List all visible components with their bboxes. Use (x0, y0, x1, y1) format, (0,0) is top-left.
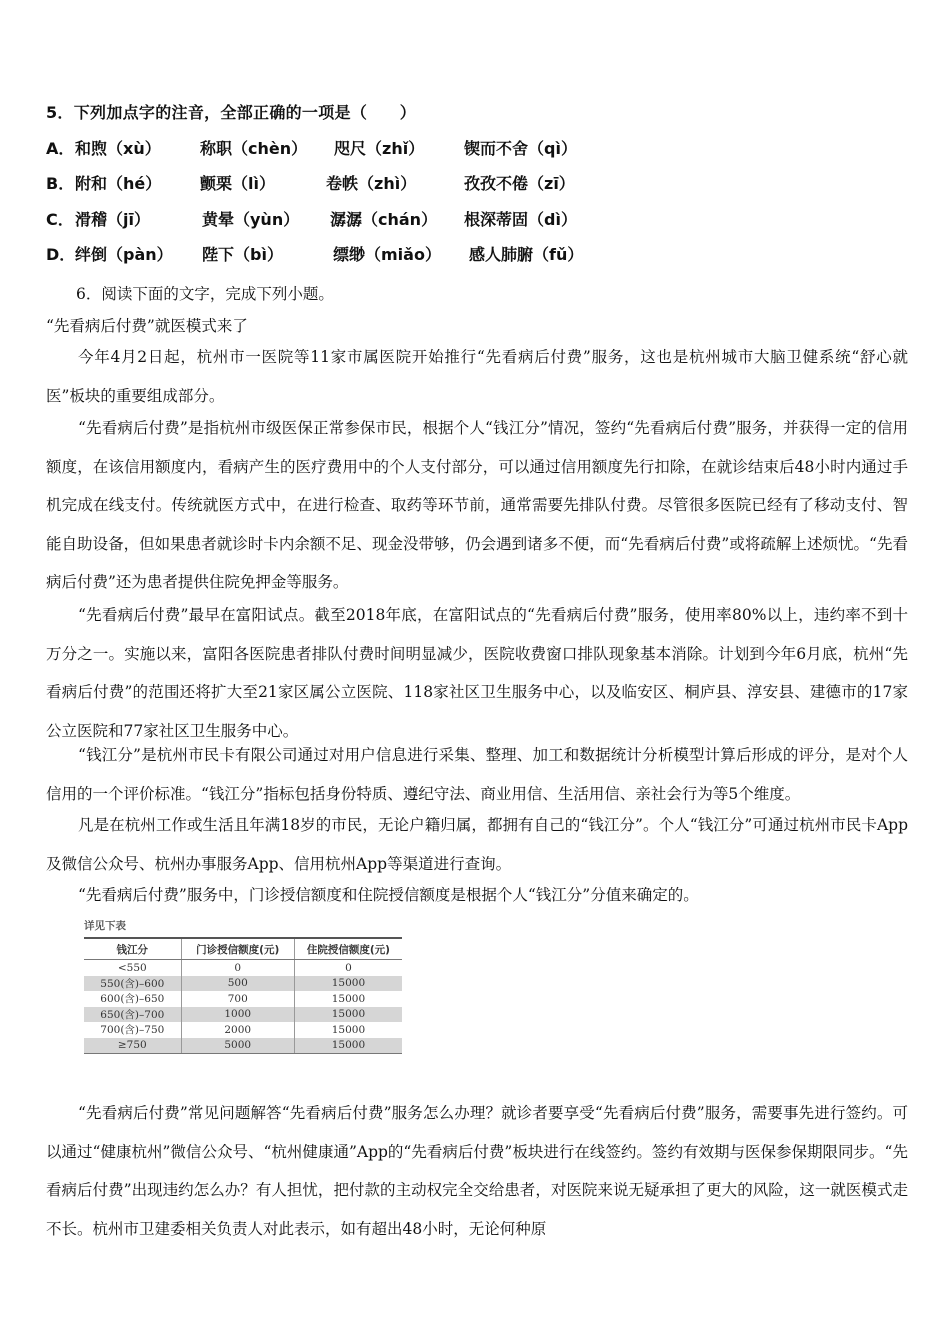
credit-limit-table (84, 937, 402, 1054)
option-item: 滑稽（jī） (75, 210, 150, 229)
table-cell: 0 (294, 960, 402, 976)
table-cell: 500 (181, 976, 294, 992)
option-item: 称职（chèn） (200, 139, 308, 158)
option-letter: C． (46, 210, 74, 229)
option-item: 锲而不舍（qì） (464, 139, 577, 158)
option-letter: B． (46, 174, 75, 193)
table-header-cell: 门诊授信额度(元) (181, 938, 294, 960)
table-cell: 2000 (181, 1022, 294, 1038)
table-cell: 550(含)–600 (84, 976, 181, 992)
article-paragraph: 凡是在杭州工作或生活且年满18岁的市民，无论户籍归属，都拥有自己的“钱江分”。个人“钱江分”可通过杭州市民卡App及微信公众号、杭州办事服务App、信用杭州App等渠道进行查询。 (46, 816, 908, 873)
option-item: 潺潺（chán） (330, 210, 438, 229)
option-item: 颤栗（lì） (200, 174, 275, 193)
table-cell: 700(含)–750 (100, 1024, 165, 1037)
table-row (84, 1007, 402, 1023)
table-caption: 详见下表 (84, 920, 126, 932)
table-row (84, 991, 402, 1007)
table-cell: 0 (181, 960, 294, 976)
table-cell: 15000 (294, 976, 402, 992)
option-item: 黄晕（yùn） (202, 210, 300, 229)
table-cell: <550 (117, 961, 147, 974)
option-item: 根深蒂固（dì） (464, 210, 577, 229)
table-cell: 5000 (181, 1038, 294, 1054)
article-paragraph: “先看病后付费”常见问题解答“先看病后付费”服务怎么办理？就诊者要享受“先看病后付费”服务，需要事先进行签约。可以通过“健康杭州”微信公众号、“杭州健康通”App的“先看病后付费”板块进行在线签约。签约有效期与医保参保期限同步。“先看病后付费”出现违约怎么办？有人担忧，把付款的主动权完全交给患者，对医院来说无疑承担了更大的风险，这一就医模式走不长。杭州市卫建委相关负责人对此表示，如有超出48小时，无论何种原 (46, 1104, 908, 1238)
option-letter: A． (46, 139, 75, 158)
table-cell: ≥750 (84, 1038, 181, 1054)
table-row (84, 1022, 402, 1038)
table-header-cell: 住院授信额度(元) (294, 938, 402, 960)
article-paragraph: “先看病后付费”服务中，门诊授信额度和住院授信额度是根据个人“钱江分”分值来确定的。 (78, 886, 699, 904)
table-row (84, 1038, 402, 1054)
table-cell: 650(含)–700 (84, 1007, 181, 1023)
question-6-stem: 6．阅读下面的文字，完成下列小题。 (76, 285, 334, 303)
table-cell: 700 (181, 991, 294, 1007)
question-5-stem: 5．下列加点字的注音，全部正确的一项是（ ） (46, 103, 417, 122)
option-item: 孜孜不倦（zī） (464, 174, 575, 193)
option-item: 绊倒（pàn） (75, 245, 173, 264)
option-item: 附和（hé） (75, 174, 162, 193)
option-item: 陛下（bì） (202, 245, 283, 264)
table-header-cell: 钱江分 (84, 938, 181, 960)
article-paragraph: 今年4月2日起，杭州市一医院等11家市属医院开始推行“先看病后付费”服务，这也是杭州城市大脑卫健系统“舒心就医”板块的重要组成部分。 (46, 348, 908, 405)
table-cell: 15000 (294, 1022, 402, 1038)
option-item: 卷帙（zhì） (326, 174, 417, 193)
option-letter: D． (46, 245, 76, 264)
option-item: 缥缈（miǎo） (333, 245, 441, 264)
table-row (84, 960, 402, 976)
option-item: 咫尺（zhǐ） (334, 139, 425, 158)
option-item: 和煦（xù） (75, 139, 161, 158)
article-title: “先看病后付费”就医模式来了 (46, 317, 248, 335)
credit-table-block (84, 918, 404, 1054)
table-cell: 600(含)–650 (100, 993, 165, 1006)
article-paragraph: “先看病后付费”最早在富阳试点。截至2018年底，在富阳试点的“先看病后付费”服务，使用率80%以上，违约率不到十万分之一。实施以来，富阳各医院患者排队付费时间明显减少，医院收费窗口排队现象基本消除。计划到今年6月底，杭州“先看病后付费”的范围还将扩大至21家区属公立医院、118家社区卫生服务中心，以及临安区、桐庐县、淳安县、建德市的17家公立医院和77家社区卫生服务中心。 (46, 606, 908, 740)
option-item: 感人肺腑（fǔ） (469, 245, 584, 264)
article-paragraph: “钱江分”是杭州市民卡有限公司通过对用户信息进行采集、整理、加工和数据统计分析模型计算后形成的评分，是对个人信用的一个评价标准。“钱江分”指标包括身份特质、遵纪守法、商业用信、生活用信、亲社会行为等5个维度。 (46, 746, 908, 803)
table-header-row (84, 938, 402, 960)
table-cell: 15000 (294, 1007, 402, 1023)
table-cell: 15000 (294, 991, 402, 1007)
article-paragraph: “先看病后付费”是指杭州市级医保正常参保市民，根据个人“钱江分”情况，签约“先看病后付费”服务，并获得一定的信用额度，在该信用额度内，看病产生的医疗费用中的个人支付部分，可以通过信用额度先行扣除，在就诊结束后48小时内通过手机完成在线支付。传统就医方式中，在进行检查、取药等环节前，通常需要先排队付费。尽管很多医院已经有了移动支付、智能自助设备，但如果患者就诊时卡内余额不足、现金没带够，仍会遇到诸多不便，而“先看病后付费”或将疏解上述烦忧。“先看病后付费”还为患者提供住院免押金等服务。 (46, 419, 908, 592)
table-cell: 1000 (181, 1007, 294, 1023)
table-cell: 15000 (294, 1038, 402, 1054)
table-row (84, 976, 402, 992)
